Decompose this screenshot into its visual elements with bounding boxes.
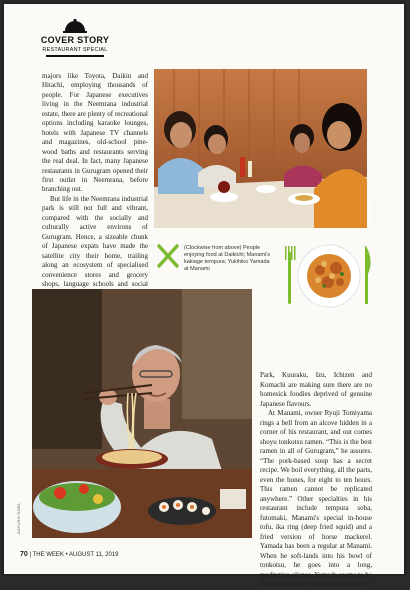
page-footer [20, 551, 119, 558]
tempura-plate-icon [284, 240, 374, 310]
issue-date: AUGUST 11, 2019 [69, 552, 119, 558]
section-title: COVER STORY [40, 35, 110, 45]
photo-credit: AAYUSH GOEL [16, 502, 21, 534]
paragraph: But life in the Neemrana industrial park is still not full and vibrant, compared with the socially and culturally active environs of Gurugram. Hence, a sizeable chunk of Japanese expats have made the satellite city their home, trailing along an ecosystem of specialised convenience stores and grocery shops, language schools and social [42, 194, 148, 288]
paragraph: Park, Kuuraku, Izu, Ichizen and Komachi are making sure there are no homesick foodies deprived of genuine Japanese flavours. [260, 371, 372, 408]
section-underline [46, 55, 104, 57]
magazine-page [4, 4, 404, 588]
photo-yamada [32, 289, 252, 538]
photo-caption: (Clockwise from above) People enjoying food at Daikichi; Manami's kakiage tempura; Yukihiko Yamada at Manami [184, 245, 271, 272]
photo-diners [154, 69, 367, 228]
footer-dot: • [65, 552, 70, 558]
cloche-icon [62, 18, 88, 34]
page-number: 70 [20, 551, 28, 558]
yamada-illustration [32, 289, 252, 538]
magazine-name: THE WEEK [32, 552, 64, 558]
diners-illustration [154, 69, 367, 228]
paragraph: majors like Toyota, Daikin and Hitachi, employing thousands of people. For Japanese executives living in the Neemrana industrial estate, there are plenty of recreational options including karaoke lounges, hotels with Japanese TV channels and magazines, old-school pine-wood baths and restaurants serving the real deal. In fact, many Japanese restaurants in Gurugram opened their first outlet in Neemrana, before branching out. [42, 72, 148, 194]
photo-credit: AAYUSH GOEL [371, 194, 376, 226]
x-mark-icon [156, 244, 180, 268]
footer-separator: | [29, 552, 33, 558]
article-column-right [260, 371, 372, 590]
section-subtitle: RESTAURANT SPECIAL [42, 47, 108, 53]
article-column-left [42, 72, 148, 308]
paragraph: At Manami, owner Ryuji Tomiyama rings a bell from an alcove hidden in a corner of his restaurant, and out comes shoyu tonkotsu ramen. “This is the best ramen in all of Gurugram,” he assures. “The pork-based soup has a secret recipe. We boil everything, all the parts, even the bones, for eight to ten hours. This ramen cannot be replicated anywhere.” Other specialties in his restaurant include tempura soba, futomaki, Manami's special in-house tofu, ika ring (deep fried squid) and a fried version of horse mackerel. Yamada has been a regular at Manami. When he soft-lands into his bowl of tonkotsu, he goes into a long, meditative silence. Yamada seems to be floating in space, in a faraway land. ● [260, 409, 372, 588]
